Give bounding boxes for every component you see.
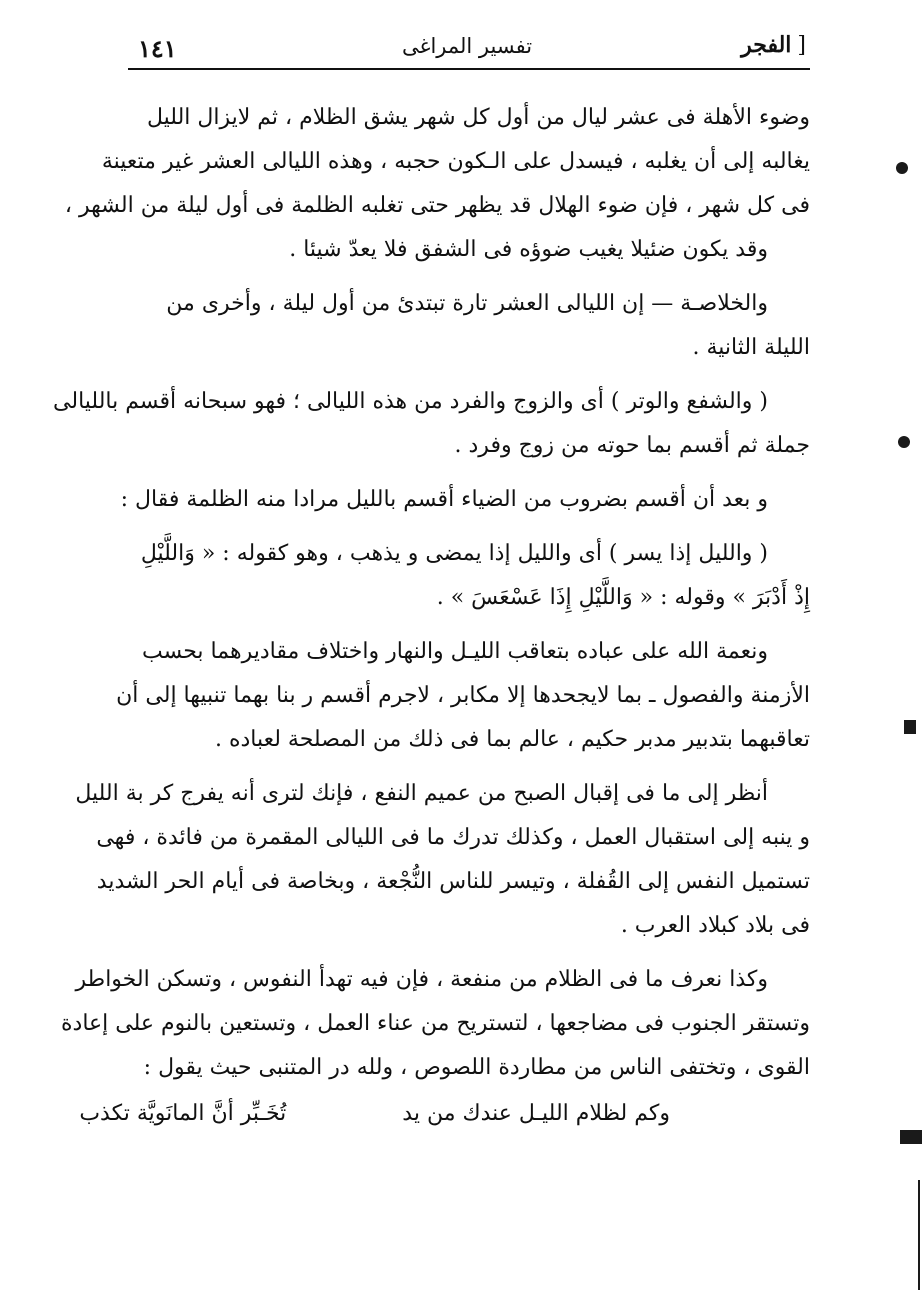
page-number: ١٤١ — [138, 34, 177, 63]
paragraph — [53, 380, 810, 468]
text-line: إِذْ أَدْبَرَ » وقوله : « وَاللَّيْلِ إِذَا عَسْعَسَ » . — [436, 585, 810, 610]
text-line: فى كل شهر ، فإن ضوء الهلال قد يظهر حتى تغلبه الظلمة فى أول ليلة من الشهر ، — [64, 193, 810, 218]
scan-edge-marks — [892, 0, 922, 1309]
paragraph — [126, 282, 810, 370]
scan-mark — [900, 1130, 922, 1144]
text-line: و بعد أن أقسم بضروب من الضياء أقسم بالليل مرادا منه الظلمة فقال : — [120, 487, 768, 512]
text-line: فى بلاد كبلاد العرب . — [620, 913, 810, 938]
text-line: والخلاصـة — إن الليالى العشر تارة تبتدئ من أول ليلة ، وأخرى من — [166, 291, 768, 316]
text-line: تستميل النفس إلى القُفلة ، وتيسر للناس النُّجْعة ، وبخاصة فى أيام الحر الشديد — [96, 869, 810, 894]
paragraph — [64, 96, 810, 272]
scan-mark — [896, 162, 908, 174]
paragraph — [61, 958, 810, 1090]
header-bracket: ] — [797, 33, 806, 58]
text-line: الليلة الثانية . — [692, 335, 810, 360]
text-line: ( والشفع والوتر ) أى والزوج والفرد من هذه الليالى ؛ فهو سبحانه أقسم بالليالى — [53, 389, 768, 414]
poetry-verse — [79, 1092, 810, 1136]
header-rule — [128, 68, 810, 70]
scan-mark — [918, 1180, 920, 1290]
text-line: يغالبه إلى أن يغلبه ، فيسدل على الـكون حجبه ، وهذه الليالى العشر غير متعينة — [101, 149, 810, 174]
text-line: جملة ثم أقسم بما حوته من زوج وفرد . — [454, 433, 810, 458]
text-line: ونعمة الله على عباده بتعاقب الليـل والنهار واختلاف مقاديرهما بحسب — [142, 639, 768, 664]
text-line: وضوء الأهلة فى عشر ليال من أول كل شهر يشق الظلام ، ثم لايزال الليل — [146, 105, 810, 130]
text-line: وقد يكون ضئيلا يغيب ضوؤه فى الشفق فلا يعدّ شيئا . — [289, 237, 768, 262]
text-line: الأزمنة والفصول ـ بما لايجحدها إلا مكابر ، لاجرم أقسم ر بنا بهما تنبيها إلى أن — [116, 683, 810, 708]
paragraph — [116, 630, 810, 762]
text-line: ( والليل إذا يسر ) أى والليل إذا يمضى و يذهب ، وهو كقوله : « وَاللَّيْلِ — [140, 541, 768, 566]
scan-mark — [904, 720, 916, 734]
text-line: أنظر إلى ما فى إقبال الصبح من عميم النفع ، فإنك لترى أنه يفرج كر بة الليل — [75, 781, 768, 806]
text-line: وتستقر الجنوب فى مضاجعها ، لتستريح من عناء العمل ، وتستعين بالنوم على إعادة — [61, 1011, 810, 1036]
text-line: القوى ، وتختفى الناس من مطاردة اللصوص ، ولله در المتنبى حيث يقول : — [143, 1055, 810, 1080]
text-line: تعاقبهما بتدبير مدبر حكيم ، عالم بما فى ذلك من المصلحة لعباده . — [214, 727, 810, 752]
book-title: تفسير المراغى — [401, 34, 533, 58]
text-line: وكذا نعرف ما فى الظلام من منفعة ، فإن فيه تهدأ النفوس ، وتسكن الخواطر — [75, 967, 768, 992]
page-header — [128, 22, 806, 68]
paragraph — [75, 772, 810, 948]
page-body — [53, 96, 810, 1136]
paragraph — [120, 478, 810, 522]
sura-name: الفجر — [741, 32, 792, 58]
verse-second-hemistich: تُخَـبِّر أنَّ المانَويَّة تكذب — [79, 1101, 287, 1126]
scan-mark — [898, 436, 910, 448]
text-line: و ينبه إلى استقبال العمل ، وكذلك تدرك ما فى الليالى المقمرة من فائدة ، فهى — [96, 825, 810, 850]
paragraph — [126, 532, 810, 620]
verse-first-hemistich: وكم لظلام الليـل عندك من يد — [402, 1101, 670, 1126]
